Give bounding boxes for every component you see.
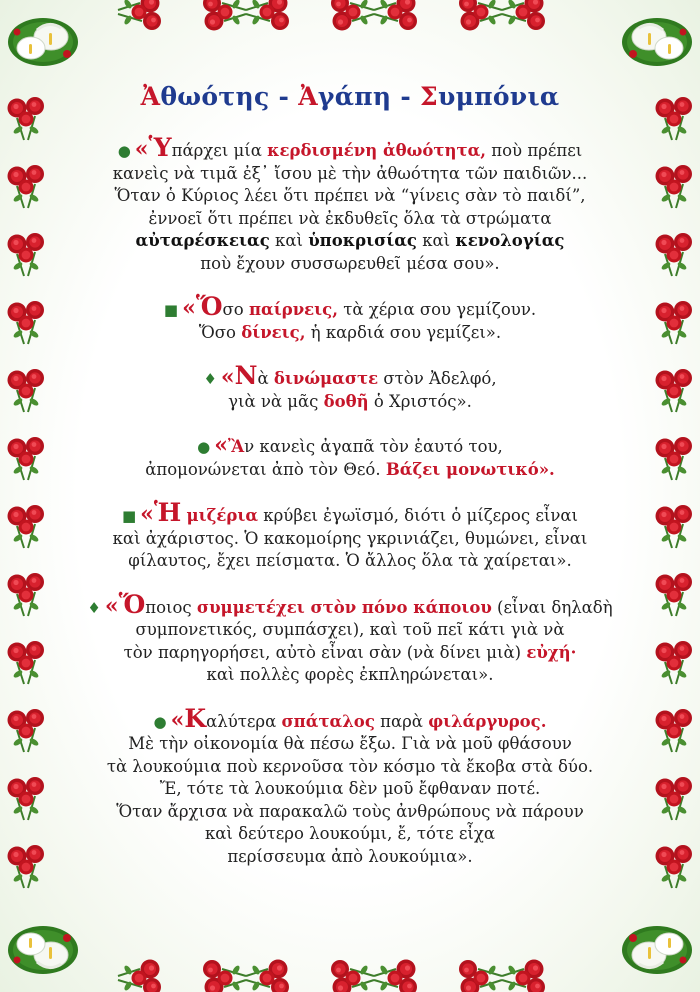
highlight-text: δινώμαστε (273, 369, 379, 388)
text-run: καὶ (416, 231, 456, 250)
quote-paragraph (70, 434, 630, 481)
text-run: συμπονετικός, συμπάσχει), καὶ τοῦ πεῖ κάτι γιὰ νὰ (135, 620, 565, 639)
quote-line (70, 185, 630, 208)
quote-line (70, 292, 630, 322)
quote-paragraph (70, 292, 630, 344)
title-word-1: θωότης (160, 82, 270, 111)
drop-initial: Ὅ (118, 589, 146, 619)
text-run: ἀπομονώνεται ἀπὸ τὸν Θεό. (145, 459, 386, 479)
diamond-bullet-icon: ♦ (203, 370, 217, 388)
quote-paragraph (70, 703, 630, 869)
quote-line (70, 550, 630, 573)
quote-line (70, 619, 630, 642)
quote-line (70, 391, 630, 414)
text-run: καὶ δεύτερο λουκούμι, ἔ, τότε εἶχα (204, 824, 496, 843)
drop-initial: Ν (234, 361, 258, 390)
drop-initial: Ὅ (195, 292, 223, 321)
text-run: ν κανεὶς ἀγαπᾶ τὸν ἑαυτό του, (244, 437, 503, 456)
text-run: ἡ καρδιά σου γεμίζει». (305, 322, 502, 342)
quote-mark: « (134, 136, 149, 162)
text-run: Ἔ, τότε τὰ λουκούμια δὲν μοῦ ἔφθαναν ποτέ. (159, 779, 541, 798)
highlight-text: μιζέρια (186, 506, 259, 525)
highlight-text: Ἂ (228, 437, 245, 456)
square-bullet-icon: ■ (121, 507, 137, 525)
quote-line (70, 528, 630, 551)
title-initial-3: Σ (420, 82, 438, 111)
quote-line (70, 823, 630, 846)
quote-line (70, 208, 630, 231)
quote-line (70, 322, 630, 345)
text-run: τὰ χέρια σου γεμίζουν. (337, 300, 537, 319)
text-run: Μὲ τὴν οἰκονομία θὰ πέσω ἔξω. Γιὰ νὰ μοῦ φθάσουν (128, 734, 572, 753)
drop-initial: Ὑ (148, 133, 172, 162)
quote-line (70, 459, 630, 482)
text-run: παρὰ (374, 711, 429, 731)
text-run: Ὅταν ὁ Κύριος λέει ὅτι πρέπει νὰ “γίνεις σὰν τὸ παιδί”, (114, 186, 586, 205)
text-run: αλύτερα (206, 711, 282, 731)
text-run: Ὅσο (198, 322, 242, 342)
text-run: στὸν Ἀδελφό, (378, 369, 497, 388)
quote-mark: « (170, 706, 185, 733)
quote-line (70, 846, 630, 869)
quote-line (70, 642, 630, 665)
title-word-3: υμπόνια (437, 82, 560, 111)
quote-paragraph (70, 133, 630, 275)
quote-line (70, 703, 630, 734)
highlight-text: φιλάργυρος. (428, 711, 547, 731)
quote-mark: « (220, 364, 235, 390)
text-run: ποιος (145, 597, 197, 617)
text-run: τὸν παρηγορήσει, αὐτὸ εἶναι σὰν (νὰ δίνει μιὰ) (123, 642, 527, 662)
bold-text: αὐταρέσκειας (135, 231, 270, 250)
quote-mark: « (104, 592, 119, 619)
quote-line (70, 801, 630, 824)
quote-paragraph (70, 589, 630, 687)
title-word-2: γάπη (317, 82, 392, 111)
text-run: γιὰ νὰ μᾶς (228, 391, 324, 411)
text-run: ποὺ πρέπει (486, 141, 583, 160)
text-run: κρύβει ἐγωϊσμό, διότι ὁ μίζερος εἶναι (258, 506, 579, 525)
highlight-text: συμμετέχει στὸν πόνο κάποιου (196, 597, 492, 617)
text-run: περίσσευμα ἀπὸ λουκούμια». (227, 846, 473, 866)
quotes-list (70, 133, 630, 868)
quote-line (70, 778, 630, 801)
highlight-text: εὐχή· (526, 642, 577, 662)
content-area (70, 82, 630, 889)
text-run: ὰ (257, 369, 274, 388)
text-run: καὶ πολλὲς φορὲς ἐκπληρώνεται». (206, 665, 494, 684)
page-title (70, 82, 630, 111)
text-run: ποὺ ἔχουν συσσωρευθεῖ μέσα σου». (200, 253, 500, 273)
quote-line (70, 133, 630, 163)
quote-line (70, 361, 630, 391)
highlight-text: δίνεις, (241, 322, 306, 342)
square-bullet-icon: ■ (163, 301, 179, 319)
text-run: φίλαυτος, ἔχει πείσματα. Ὁ ἄλλος ὅλα τὰ χαίρεται». (128, 551, 572, 570)
quote-paragraph (70, 361, 630, 413)
bold-text: κενολογίας (455, 231, 565, 250)
quote-line (70, 664, 630, 687)
title-initial-1: Ἀ (140, 82, 161, 111)
text-run: καὶ (269, 231, 309, 250)
text-run: καὶ ἀχάριστος. Ὁ κακομοίρης γκρινιάζει, θυμώνει, εἶναι (112, 528, 588, 548)
text-run: Ὅταν ἄρχισα νὰ παρακαλῶ τοὺς ἀνθρώπους νὰ πάρουν (116, 801, 584, 821)
text-run: σο (222, 300, 249, 319)
drop-initial: Ἡ (153, 498, 182, 527)
text-run: κανεὶς νὰ τιμᾶ ἐξ᾽ ἴσου μὲ τὴν ἀθωότητα τῶν παιδιῶν... (112, 163, 588, 183)
quote-line (70, 498, 630, 528)
text-run: τὰ λουκούμια ποὺ κερνοῦσα τὸν κόσμο τὰ ἔκοβα στὰ δύο. (106, 756, 594, 776)
circle-bullet-icon: ● (197, 438, 211, 456)
quote-mark: « (214, 432, 229, 458)
bold-text: ὑποκρισίας (308, 231, 417, 250)
text-run: ὁ Χριστός». (368, 391, 472, 411)
highlight-text: παίρνεις, (248, 300, 338, 319)
quote-mark: « (140, 501, 154, 527)
quote-line (70, 756, 630, 779)
quote-line (70, 589, 630, 620)
title-initial-2: Ἀ (298, 82, 318, 111)
highlight-text: δοθῆ (323, 391, 369, 411)
diamond-bullet-icon: ♦ (87, 598, 101, 617)
text-run: ἐννοεῖ ὅτι πρέπει νὰ ἐκδυθεῖς ὅλα τὰ στρώματα (148, 208, 552, 228)
quote-line (70, 253, 630, 276)
quote-line (70, 733, 630, 756)
highlight-text: σπάταλος (281, 711, 375, 731)
quote-paragraph (70, 498, 630, 573)
title-separator-2: - (391, 82, 420, 111)
text-run: (εἶναι δηλαδὴ (491, 597, 613, 617)
quote-line (70, 434, 630, 459)
title-separator-1: - (269, 82, 299, 111)
highlight-text: κερδισμένη ἀθωότητα, (267, 141, 487, 160)
drop-initial: Κ (184, 703, 207, 733)
circle-bullet-icon: ● (117, 142, 131, 160)
text-run: πάρχει μία (171, 141, 268, 160)
quote-line (70, 230, 630, 253)
quote-mark: « (182, 295, 196, 321)
quote-line (70, 163, 630, 186)
circle-bullet-icon: ● (153, 712, 167, 731)
highlight-text: Βάζει μονωτικό». (385, 459, 555, 479)
